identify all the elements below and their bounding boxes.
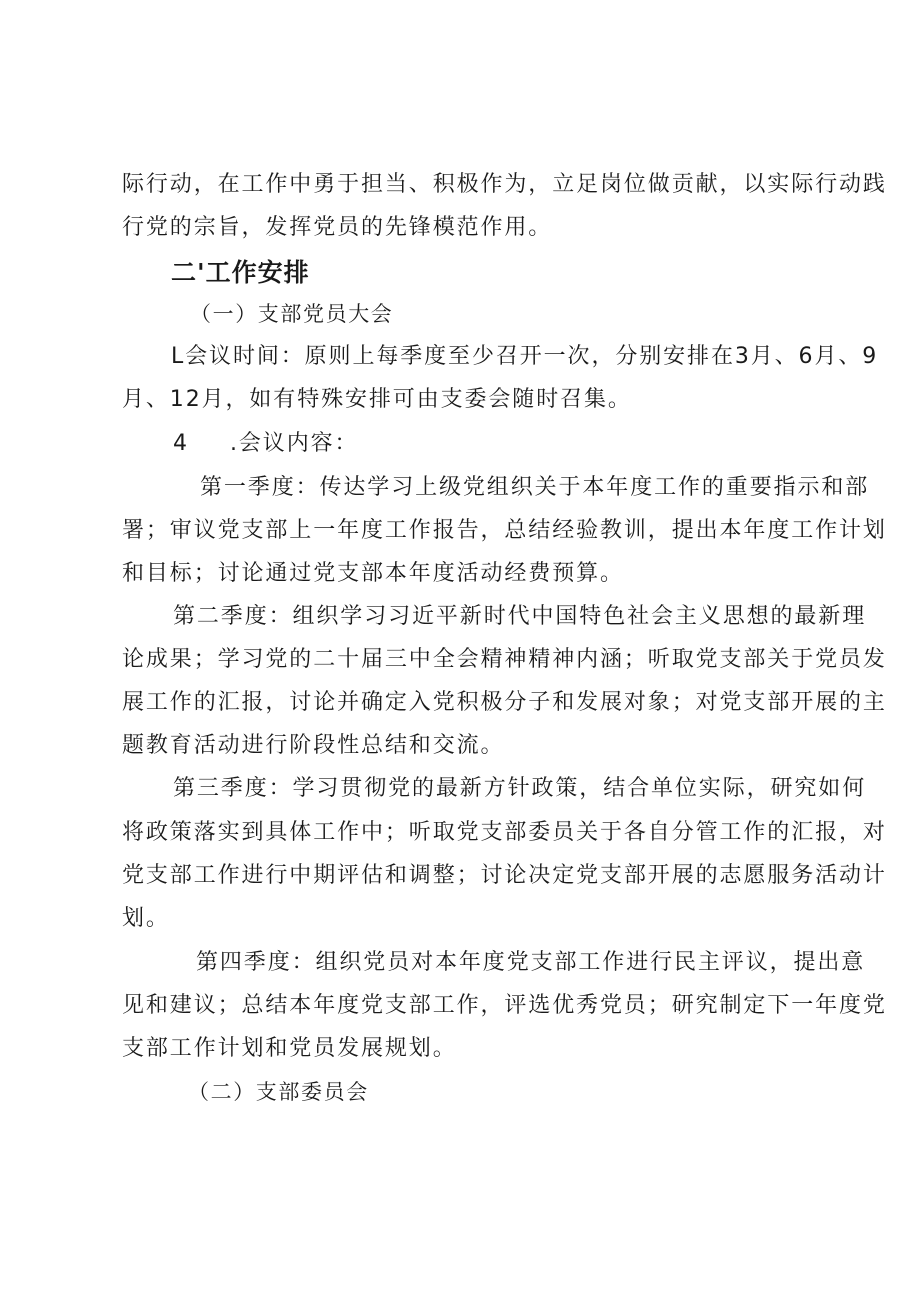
paragraph-line: 见和建议；总结本年度党支部工作，评选优秀党员；研究制定下一年度党 <box>122 993 887 1018</box>
paragraph-line: 际行动，在工作中勇于担当、积极作为，立足岗位做贡献，以实际行动践 <box>122 172 887 197</box>
paragraph-line: L会议时间：原则上每季度至少召开一次，分别安排在3月、6月、9 <box>171 344 879 369</box>
paragraph-line: 署；审议党支部上一年度工作报告，总结经验教训，提出本年度工作计划 <box>122 518 887 543</box>
paragraph-line: 将政策落实到具体工作中；听取党支部委员关于各自分管工作的汇报，对 <box>122 820 887 845</box>
paragraph-line: 党支部工作进行中期评估和调整；讨论决定党支部开展的志愿服务活动计 <box>122 863 887 888</box>
paragraph-line: 划。 <box>122 906 170 931</box>
paragraph-line: 第三季度：学习贯彻党的最新方针政策，结合单位实际，研究如何 <box>173 776 867 801</box>
subsection-heading: （一）支部党员大会 <box>190 302 394 326</box>
paragraph-line: 展工作的汇报，讨论并确定入党积极分子和发展对象；对党支部开展的主 <box>122 690 887 715</box>
subsection-heading: （二）支部委员会 <box>188 1080 369 1104</box>
list-item-text: .会议内容： <box>230 431 359 456</box>
paragraph-line: 论成果；学习党的二十届三中全会精神精神内涵；听取党支部关于党员发 <box>122 647 887 672</box>
paragraph-line: 第一季度：传达学习上级党组织关于本年度工作的重要指示和部 <box>200 475 870 500</box>
paragraph-line: 题教育活动进行阶段性总结和交流。 <box>122 733 505 758</box>
paragraph-line: 第四季度：组织党员对本年度党支部工作进行民主评议，提出意 <box>196 950 866 975</box>
paragraph-line: 第二季度：组织学习习近平新时代中国特色社会主义思想的最新理 <box>173 604 867 629</box>
paragraph-line: 支部工作计划和党员发展规划。 <box>122 1036 457 1061</box>
list-item-number: 4 <box>173 431 189 456</box>
paragraph-line: 行党的宗旨，发挥党员的先锋模范作用。 <box>122 215 553 240</box>
section-heading: 二'工作安排 <box>171 258 310 287</box>
paragraph-line: 月、12月，如有特殊安排可由支委会随时召集。 <box>122 387 632 412</box>
paragraph-line: 和目标；讨论通过党支部本年度活动经费预算。 <box>122 561 624 586</box>
